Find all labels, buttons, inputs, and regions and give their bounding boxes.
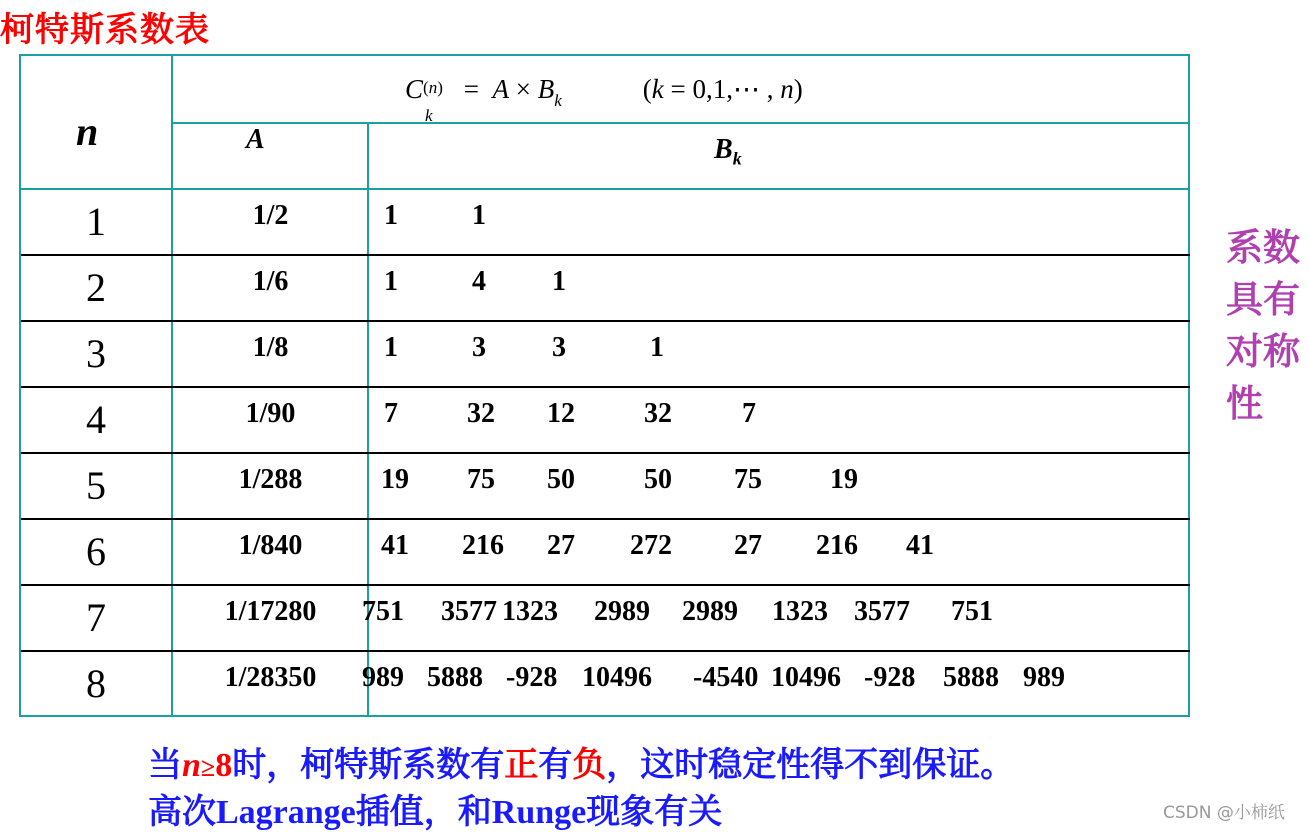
row-b-value: 272 <box>630 530 672 561</box>
row-b-value: -928 <box>506 662 558 693</box>
header-a: A <box>246 124 265 155</box>
row-b-value: 3577 <box>854 596 910 627</box>
header-bottom <box>21 188 1190 190</box>
row-b-value: 216 <box>816 530 858 561</box>
note2-a: 高次 <box>148 792 216 832</box>
row-divider <box>21 452 1190 454</box>
row-b-value: 10496 <box>771 662 841 693</box>
row-divider <box>21 386 1190 388</box>
row-b-value: 751 <box>951 596 993 627</box>
note-you: 有 <box>538 745 573 785</box>
row-b-value: 41 <box>906 530 934 561</box>
row-b-value: 32 <box>467 398 495 429</box>
row-b-value: 989 <box>362 662 404 693</box>
row-a: 1/288 <box>238 464 303 495</box>
row-a: 1/840 <box>238 530 303 561</box>
row-b-value: 41 <box>381 530 409 561</box>
row-b-value: 989 <box>1023 662 1065 693</box>
note2-c: 插值，和 <box>355 792 492 832</box>
row-b-value: 50 <box>644 464 672 495</box>
row-b-value: 1 <box>552 266 566 297</box>
row-b-value: 5888 <box>427 662 483 693</box>
note-positive: 正 <box>504 745 539 785</box>
header-b-label: B <box>714 134 733 165</box>
row-n: 8 <box>86 661 106 706</box>
row-b-value: 3577 <box>441 596 497 627</box>
row-b-value: 1 <box>384 266 398 297</box>
row-b-value: 1 <box>472 200 486 231</box>
row-b-value: -4540 <box>693 662 759 693</box>
header-b-subscript: k <box>732 148 742 169</box>
row-b-value: 50 <box>547 464 575 495</box>
row-a: 1/28350 <box>224 662 317 693</box>
row-b-value: 5888 <box>943 662 999 693</box>
row-b-value: 19 <box>381 464 409 495</box>
row-b-value: 1323 <box>502 596 558 627</box>
row-b-value: 216 <box>462 530 504 561</box>
row-b-value: 19 <box>830 464 858 495</box>
row-divider <box>21 254 1190 256</box>
note2-lagrange: Lagrange <box>216 794 356 831</box>
row-b-value: 27 <box>734 530 762 561</box>
row-b-value: -928 <box>864 662 916 693</box>
note-mid: 时，柯特斯系数有 <box>232 745 505 785</box>
row-a: 1/8 <box>252 332 289 363</box>
row-n: 2 <box>86 265 106 310</box>
row-b-value: 2989 <box>594 596 650 627</box>
note-negative: 负 <box>572 745 607 785</box>
row-b-value: 7 <box>384 398 398 429</box>
row-divider <box>21 584 1190 586</box>
row-n: 3 <box>86 331 106 376</box>
note2-e: 现象有关 <box>586 792 723 832</box>
row-n: 1 <box>86 199 106 244</box>
row-b-value: 1 <box>650 332 664 363</box>
row-n: 5 <box>86 463 106 508</box>
row-b-value: 3 <box>472 332 486 363</box>
row-b-value: 2989 <box>682 596 738 627</box>
row-divider <box>21 320 1190 322</box>
row-b-value: 10496 <box>582 662 652 693</box>
note-ge: ≥ <box>200 753 216 782</box>
row-a: 1/17280 <box>224 596 317 627</box>
cotes-coefficient-table <box>19 54 1190 717</box>
row-b-value: 1 <box>384 332 398 363</box>
row-n: 6 <box>86 529 106 574</box>
row-a: 1/6 <box>252 266 289 297</box>
note2-runge: Runge <box>491 794 587 831</box>
row-n: 4 <box>86 397 106 442</box>
row-n: 7 <box>86 595 106 640</box>
note-eight: 8 <box>215 747 233 784</box>
row-b-value: 75 <box>734 464 762 495</box>
row-divider <box>21 518 1190 520</box>
row-a: 1/90 <box>245 398 296 429</box>
row-b-value: 3 <box>552 332 566 363</box>
row-divider <box>21 650 1190 652</box>
stability-note <box>148 737 1014 786</box>
row-b-value: 75 <box>467 464 495 495</box>
watermark: CSDN @小柿纸 <box>1163 803 1285 823</box>
row-b-value: 751 <box>362 596 404 627</box>
runge-note <box>148 784 722 833</box>
row-b-value: 4 <box>472 266 486 297</box>
header-formula: C (n) k = $A \times B_k$ (k = 0,1,⋯ , n) <box>405 74 803 125</box>
page-title: 柯特斯系数表 <box>0 10 210 50</box>
row-b-value: 32 <box>644 398 672 429</box>
row-b-value: 7 <box>742 398 756 429</box>
note-suffix: ，这时稳定性得不到保证。 <box>606 745 1015 785</box>
symmetry-note: 系数具有对称性 <box>1226 226 1300 425</box>
row-a: 1/2 <box>252 200 289 231</box>
row-b-value: 12 <box>547 398 575 429</box>
header-divider <box>173 122 1190 124</box>
row-b-value: 1 <box>384 200 398 231</box>
row-b-value: 1323 <box>772 596 828 627</box>
header-n: n <box>76 109 99 154</box>
note-n: n <box>182 747 201 784</box>
row-b-value: 27 <box>547 530 575 561</box>
note-prefix: 当 <box>148 745 182 785</box>
header-b <box>714 134 742 170</box>
